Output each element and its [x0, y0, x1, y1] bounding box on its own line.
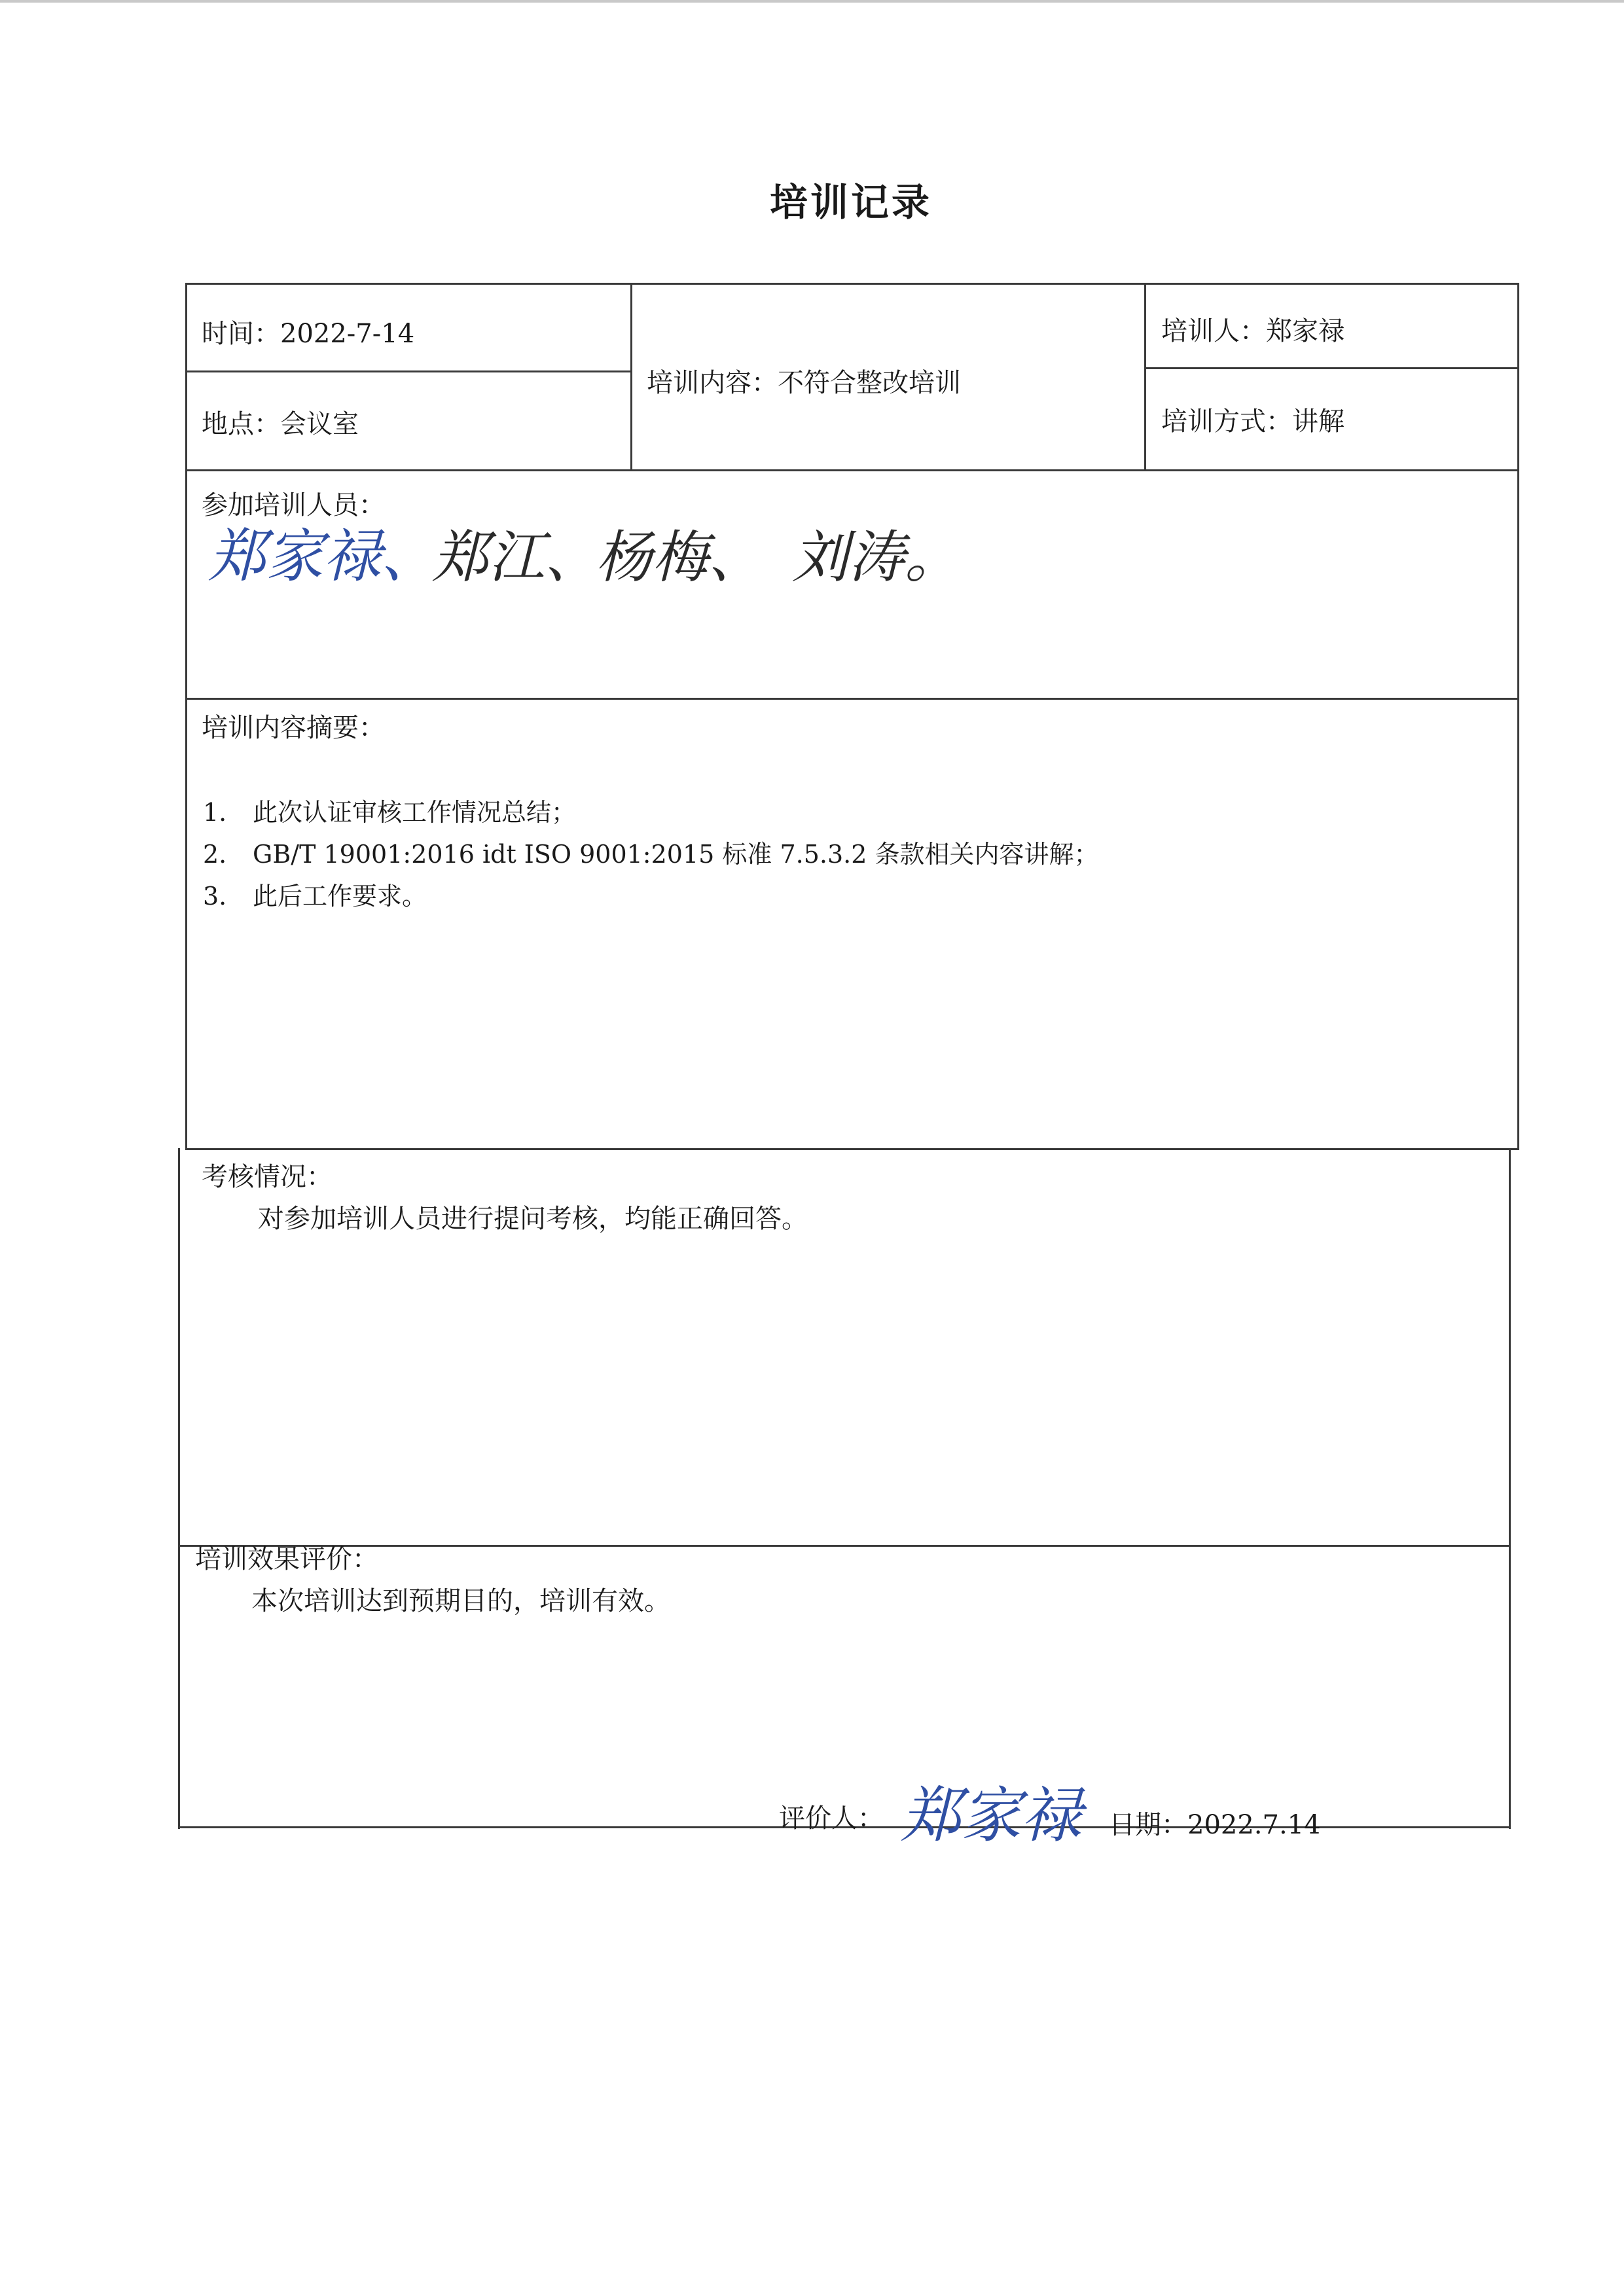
header-divider-2 — [1144, 283, 1146, 471]
scan-edge — [0, 0, 1624, 3]
summary-item-number: 1. — [203, 798, 227, 827]
table-border-right — [1517, 283, 1519, 1148]
evaluation-date: 日期：2022.7.14 — [1109, 1810, 1321, 1840]
header-right-mid-line — [1144, 367, 1519, 369]
participants-label: 参加培训人员： — [202, 490, 385, 520]
page-title: 培训记录 — [769, 180, 932, 225]
header-left-mid-line — [185, 370, 630, 372]
participant-signature-2: 郑江、 — [432, 525, 601, 590]
summary-item-text: GB/T 19001:2016 idt ISO 9001:2015 标准 7.5.3.2 条款相关内容讲解； — [253, 840, 1099, 869]
time-field: 时间：2022-7-14 — [202, 319, 415, 349]
section-line-participants — [185, 469, 1519, 471]
summary-item-number: 2. — [203, 840, 227, 869]
summary-item-number: 3. — [203, 882, 227, 911]
participant-signature-3: 杨梅、 — [596, 525, 765, 590]
section-line-assessment — [185, 1148, 1519, 1150]
assessment-text: 对参加培训人员进行提问考核，均能正确回答。 — [258, 1204, 808, 1234]
table-border-left — [185, 283, 187, 1148]
assessment-label: 考核情况： — [202, 1162, 333, 1192]
evaluation-text: 本次培训达到预期目的，培训有效。 — [251, 1586, 670, 1616]
evaluator-label: 评价人： — [779, 1803, 884, 1834]
evaluator-signature: 郑家禄 — [901, 1780, 1082, 1851]
trainer-field: 培训人：郑家禄 — [1161, 316, 1344, 346]
summary-label: 培训内容摘要： — [202, 713, 385, 743]
table-border-right-lower — [1509, 1148, 1511, 1829]
evaluation-label: 培训效果评价： — [195, 1544, 378, 1574]
summary-item — [203, 876, 427, 912]
summary-item-text: 此后工作要求。 — [253, 882, 427, 911]
participant-signature-1: 郑家禄、 — [208, 522, 439, 590]
summary-item — [203, 834, 1098, 870]
table-border-left-lower — [178, 1148, 180, 1829]
participant-signature-4: 刘涛。 — [792, 525, 961, 590]
method-field: 培训方式：讲解 — [1161, 407, 1344, 437]
summary-item — [203, 792, 576, 828]
location-field: 地点：会议室 — [202, 409, 359, 439]
content-field: 培训内容：不符合整改培训 — [647, 368, 961, 398]
header-divider-1 — [630, 283, 632, 471]
summary-item-text: 此次认证审核工作情况总结； — [253, 798, 577, 827]
section-line-summary — [185, 698, 1519, 700]
table-border-top — [185, 283, 1519, 285]
